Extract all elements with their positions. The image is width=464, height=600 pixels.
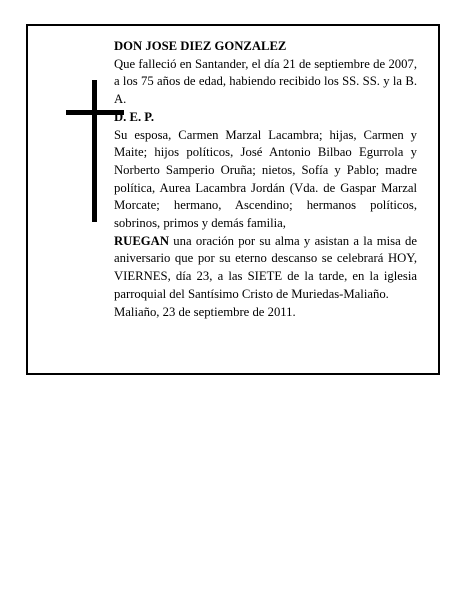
place-date: Maliaño, 23 de septiembre de 2011.	[114, 304, 296, 319]
death-details: Que falleció en Santander, el día 21 de septiembre de 2007, a los 75 años de edad, habiendo recibido los SS. SS. y la B. A.	[114, 56, 417, 107]
deceased-name: DON JOSE DIEZ GONZALEZ	[114, 39, 287, 53]
obituary-text	[114, 38, 417, 321]
mass-request	[114, 233, 417, 304]
cross-icon-vertical-bar	[92, 80, 97, 222]
family-list: Su esposa, Carmen Marzal Lacambra; hijas, Carmen y Maite; hijos políticos, José Antonio Bilbao Egurrola y Norberto Samperio Oruña; nietos, Sofía y Pablo; madre política, Aurea Lacambra Jordán (Vda. de Gaspar Marzal Morcate; hermano, Ascendino; hermanos políticos, sobrinos, primos y demás familia,	[114, 127, 417, 231]
request-details: una oración por su alma y asistan a la misa de aniversario que por su eterno descanso se celebrará HOY, VIERNES, día 23, a las SIETE de la tarde, en la iglesia parroquial del Santísimo Cristo de Muriedas-Maliaño.	[114, 233, 417, 301]
request-word: RUEGAN	[114, 233, 169, 248]
rip-heading: D. E. P.	[114, 109, 155, 124]
